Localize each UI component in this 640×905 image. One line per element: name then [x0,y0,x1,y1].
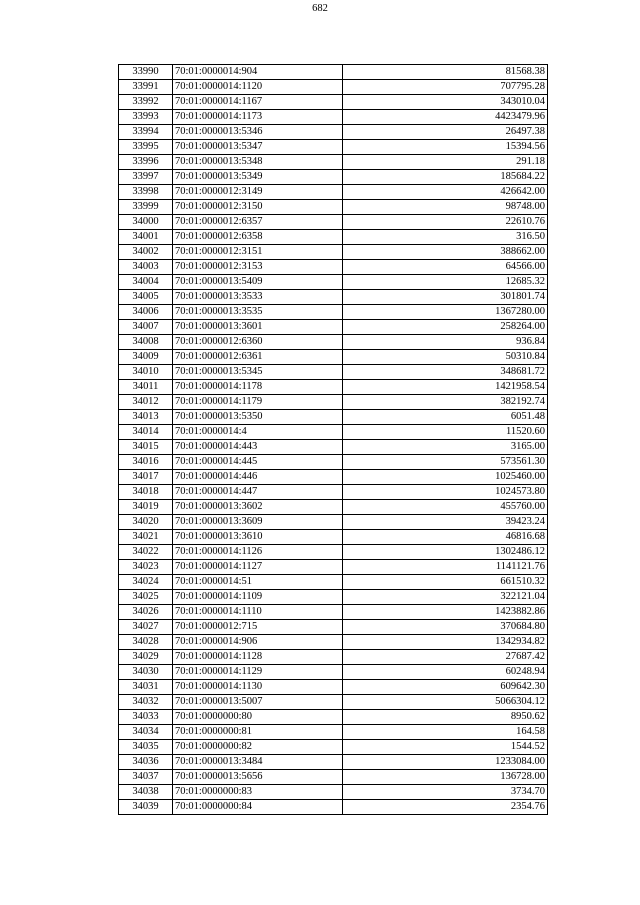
cadastral-number-cell: 70:01:0000014:1109 [173,590,343,605]
table-row [119,260,548,275]
cadastral-value-cell: 3165.00 [343,440,548,455]
cadastral-number-cell: 70:01:0000000:84 [173,800,343,815]
table-row [119,425,548,440]
table-row [119,455,548,470]
cadastral-number-cell: 70:01:0000013:5007 [173,695,343,710]
table-row [119,215,548,230]
row-number-cell: 33998 [119,185,173,200]
row-number-cell: 34029 [119,650,173,665]
table-row [119,755,548,770]
cadastral-value-cell: 1423882.86 [343,605,548,620]
cadastral-number-cell: 70:01:0000012:3153 [173,260,343,275]
cadastral-value-cell: 382192.74 [343,395,548,410]
row-number-cell: 33991 [119,80,173,95]
table-row [119,680,548,695]
cadastral-value-cell: 322121.04 [343,590,548,605]
row-number-cell: 34006 [119,305,173,320]
row-number-cell: 34027 [119,620,173,635]
table-row [119,95,548,110]
cadastral-value-cell: 6051.48 [343,410,548,425]
cadastral-number-cell: 70:01:0000014:1178 [173,380,343,395]
row-number-cell: 33994 [119,125,173,140]
cadastral-number-cell: 70:01:0000012:3150 [173,200,343,215]
row-number-cell: 34031 [119,680,173,695]
table-row [119,350,548,365]
cadastral-number-cell: 70:01:0000014:1179 [173,395,343,410]
cadastral-value-cell: 3734.70 [343,785,548,800]
cadastral-value-cell: 301801.74 [343,290,548,305]
row-number-cell: 34000 [119,215,173,230]
cadastral-number-cell: 70:01:0000014:443 [173,440,343,455]
cadastral-value-cell: 11520.60 [343,425,548,440]
cadastral-number-cell: 70:01:0000014:904 [173,65,343,80]
row-number-cell: 34038 [119,785,173,800]
cadastral-value-cell: 1421958.54 [343,380,548,395]
table-row [119,515,548,530]
row-number-cell: 34010 [119,365,173,380]
table-row [119,335,548,350]
cadastral-number-cell: 70:01:0000014:445 [173,455,343,470]
table-row [119,710,548,725]
cadastral-value-cell: 609642.30 [343,680,548,695]
row-number-cell: 34026 [119,605,173,620]
cadastral-number-cell: 70:01:0000013:5347 [173,140,343,155]
row-number-cell: 34003 [119,260,173,275]
cadastral-number-cell: 70:01:0000014:1173 [173,110,343,125]
table-row [119,395,548,410]
cadastral-value-cell: 185684.22 [343,170,548,185]
cadastral-number-cell: 70:01:0000014:4 [173,425,343,440]
cadastral-value-cell: 348681.72 [343,365,548,380]
row-number-cell: 34015 [119,440,173,455]
cadastral-number-cell: 70:01:0000013:3609 [173,515,343,530]
page-number: 682 [312,3,328,14]
cadastral-value-cell: 1342934.82 [343,635,548,650]
cadastral-number-cell: 70:01:0000012:3151 [173,245,343,260]
cadastral-number-cell: 70:01:0000013:3602 [173,500,343,515]
table-row [119,650,548,665]
cadastral-number-cell: 70:01:0000012:6357 [173,215,343,230]
row-number-cell: 34020 [119,515,173,530]
table-row [119,665,548,680]
row-number-cell: 34037 [119,770,173,785]
table-row [119,635,548,650]
row-number-cell: 33999 [119,200,173,215]
cadastral-value-cell: 1024573.80 [343,485,548,500]
cadastral-value-cell: 1141121.76 [343,560,548,575]
table-row [119,185,548,200]
table-row [119,440,548,455]
cadastral-number-cell: 70:01:0000014:1127 [173,560,343,575]
table-row [119,740,548,755]
table-row [119,170,548,185]
table-row [119,230,548,245]
row-number-cell: 34013 [119,410,173,425]
cadastral-value-cell: 4423479.96 [343,110,548,125]
table-row [119,380,548,395]
row-number-cell: 34033 [119,710,173,725]
cadastral-value-cell: 136728.00 [343,770,548,785]
row-number-cell: 33993 [119,110,173,125]
row-number-cell: 34024 [119,575,173,590]
cadastral-value-cell: 455760.00 [343,500,548,515]
cadastral-number-cell: 70:01:0000013:5349 [173,170,343,185]
cadastral-value-cell: 936.84 [343,335,548,350]
cadastral-value-cell: 22610.76 [343,215,548,230]
cadastral-number-cell: 70:01:0000000:83 [173,785,343,800]
row-number-cell: 33997 [119,170,173,185]
cadastral-number-cell: 70:01:0000012:6360 [173,335,343,350]
cadastral-value-cell: 573561.30 [343,455,548,470]
cadastral-value-cell: 15394.56 [343,140,548,155]
row-number-cell: 34028 [119,635,173,650]
table-row [119,320,548,335]
row-number-cell: 34018 [119,485,173,500]
row-number-cell: 34022 [119,545,173,560]
cadastral-number-cell: 70:01:0000014:1167 [173,95,343,110]
registry-table [118,64,548,815]
cadastral-number-cell: 70:01:0000013:3533 [173,290,343,305]
cadastral-value-cell: 46816.68 [343,530,548,545]
cadastral-value-cell: 8950.62 [343,710,548,725]
cadastral-value-cell: 661510.32 [343,575,548,590]
cadastral-number-cell: 70:01:0000000:81 [173,725,343,740]
table-row [119,275,548,290]
row-number-cell: 34011 [119,380,173,395]
cadastral-value-cell: 39423.24 [343,515,548,530]
cadastral-value-cell: 26497.38 [343,125,548,140]
table-row [119,725,548,740]
row-number-cell: 34002 [119,245,173,260]
row-number-cell: 34004 [119,275,173,290]
cadastral-value-cell: 1025460.00 [343,470,548,485]
row-number-cell: 33995 [119,140,173,155]
row-number-cell: 34017 [119,470,173,485]
table-row [119,605,548,620]
cadastral-value-cell: 5066304.12 [343,695,548,710]
cadastral-number-cell: 70:01:0000012:6358 [173,230,343,245]
table-row [119,365,548,380]
row-number-cell: 33992 [119,95,173,110]
table-row [119,530,548,545]
row-number-cell: 34009 [119,350,173,365]
table-row [119,590,548,605]
cadastral-value-cell: 50310.84 [343,350,548,365]
cadastral-number-cell: 70:01:0000014:1128 [173,650,343,665]
row-number-cell: 34005 [119,290,173,305]
table-row [119,560,548,575]
table-row [119,200,548,215]
table-row [119,305,548,320]
row-number-cell: 34008 [119,335,173,350]
row-number-cell: 34035 [119,740,173,755]
cadastral-number-cell: 70:01:0000012:715 [173,620,343,635]
cadastral-number-cell: 70:01:0000014:1130 [173,680,343,695]
table-row [119,80,548,95]
row-number-cell: 34039 [119,800,173,815]
cadastral-number-cell: 70:01:0000014:1110 [173,605,343,620]
table-row [119,245,548,260]
row-number-cell: 34025 [119,590,173,605]
row-number-cell: 34012 [119,395,173,410]
cadastral-number-cell: 70:01:0000013:3484 [173,755,343,770]
cadastral-number-cell: 70:01:0000012:3149 [173,185,343,200]
row-number-cell: 34016 [119,455,173,470]
table-row [119,770,548,785]
cadastral-value-cell: 707795.28 [343,80,548,95]
table-row [119,290,548,305]
row-number-cell: 33996 [119,155,173,170]
cadastral-number-cell: 70:01:0000014:447 [173,485,343,500]
table-row [119,155,548,170]
table-row [119,785,548,800]
cadastral-number-cell: 70:01:0000000:80 [173,710,343,725]
cadastral-value-cell: 316.50 [343,230,548,245]
table-row [119,545,548,560]
row-number-cell: 34007 [119,320,173,335]
cadastral-value-cell: 27687.42 [343,650,548,665]
cadastral-value-cell: 343010.04 [343,95,548,110]
row-number-cell: 34036 [119,755,173,770]
cadastral-value-cell: 426642.00 [343,185,548,200]
table-row [119,695,548,710]
cadastral-number-cell: 70:01:0000014:1126 [173,545,343,560]
row-number-cell: 33990 [119,65,173,80]
row-number-cell: 34023 [119,560,173,575]
cadastral-number-cell: 70:01:0000013:3610 [173,530,343,545]
cadastral-value-cell: 1367280.00 [343,305,548,320]
cadastral-value-cell: 291.18 [343,155,548,170]
cadastral-value-cell: 370684.80 [343,620,548,635]
cadastral-value-cell: 98748.00 [343,200,548,215]
table-row [119,620,548,635]
cadastral-number-cell: 70:01:0000013:5656 [173,770,343,785]
cadastral-value-cell: 12685.32 [343,275,548,290]
cadastral-value-cell: 2354.76 [343,800,548,815]
cadastral-number-cell: 70:01:0000014:1120 [173,80,343,95]
cadastral-number-cell: 70:01:0000013:5350 [173,410,343,425]
cadastral-number-cell: 70:01:0000013:5348 [173,155,343,170]
cadastral-value-cell: 258264.00 [343,320,548,335]
cadastral-number-cell: 70:01:0000000:82 [173,740,343,755]
cadastral-number-cell: 70:01:0000014:906 [173,635,343,650]
cadastral-value-cell: 388662.00 [343,245,548,260]
row-number-cell: 34030 [119,665,173,680]
cadastral-number-cell: 70:01:0000014:446 [173,470,343,485]
cadastral-number-cell: 70:01:0000014:51 [173,575,343,590]
table-row [119,140,548,155]
cadastral-number-cell: 70:01:0000013:5345 [173,365,343,380]
cadastral-number-cell: 70:01:0000013:3535 [173,305,343,320]
row-number-cell: 34034 [119,725,173,740]
row-number-cell: 34001 [119,230,173,245]
table-row [119,485,548,500]
table-row [119,470,548,485]
cadastral-number-cell: 70:01:0000013:5409 [173,275,343,290]
row-number-cell: 34014 [119,425,173,440]
cadastral-number-cell: 70:01:0000012:6361 [173,350,343,365]
row-number-cell: 34021 [119,530,173,545]
cadastral-value-cell: 1302486.12 [343,545,548,560]
row-number-cell: 34019 [119,500,173,515]
cadastral-number-cell: 70:01:0000013:5346 [173,125,343,140]
cadastral-value-cell: 64566.00 [343,260,548,275]
cadastral-value-cell: 81568.38 [343,65,548,80]
table-row [119,575,548,590]
cadastral-value-cell: 60248.94 [343,665,548,680]
cadastral-number-cell: 70:01:0000013:3601 [173,320,343,335]
table-row [119,125,548,140]
table-row [119,800,548,815]
table-row [119,500,548,515]
table-row [119,110,548,125]
cadastral-value-cell: 1233084.00 [343,755,548,770]
table-row [119,65,548,80]
registry-table-body [119,65,548,815]
table-row [119,410,548,425]
cadastral-number-cell: 70:01:0000014:1129 [173,665,343,680]
cadastral-value-cell: 1544.52 [343,740,548,755]
cadastral-value-cell: 164.58 [343,725,548,740]
row-number-cell: 34032 [119,695,173,710]
